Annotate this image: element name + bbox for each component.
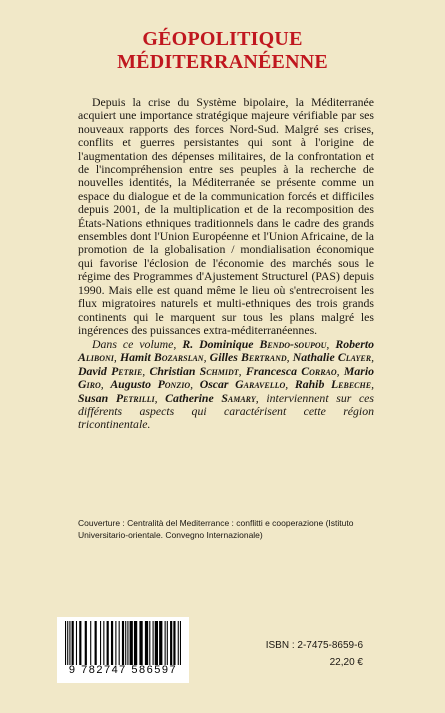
contributor-name: Oscar Garavello bbox=[199, 377, 286, 392]
contributor-name: Catherine Samary bbox=[165, 390, 256, 405]
barcode-bar bbox=[111, 621, 113, 665]
barcode-bar bbox=[95, 621, 97, 665]
cover-credit: Couverture : Centralità del Mediterrance : conflitti e cooperazione (Istituto Universitario-orientale. Convegno Internazionale) bbox=[78, 518, 354, 540]
barcode-bar bbox=[155, 621, 158, 665]
contributor-name: Roberto Aliboni bbox=[78, 337, 375, 365]
isbn-label: ISBN : 2-7475-8659-6 bbox=[265, 640, 363, 651]
contributors-names: R. Dominique Bendo-soupou, Roberto Aliboni, Hamit Bozarslan, Gilles Bertrand, Nathalie Clayer, David Petrie, Christian Schmidt, Francesca Corrao, Mario Giro, Augusto Ponzio, Oscar Garavello, Rahib Lebeche, Susan Petrilli, Catherine Samary, bbox=[78, 337, 375, 405]
barcode-bar bbox=[165, 621, 166, 665]
barcode-bar bbox=[119, 621, 120, 665]
barcode-bar bbox=[100, 621, 101, 665]
contributors-paragraph bbox=[78, 338, 374, 432]
barcode-bar bbox=[170, 621, 172, 665]
contributor-name: Christian Schmidt bbox=[149, 363, 239, 378]
contributor-name: Augusto Ponzio bbox=[110, 377, 191, 392]
barcode-bar bbox=[127, 621, 128, 665]
contributor-name: Francesca Corrao bbox=[245, 363, 337, 378]
contributor-name: Susan Petrilli bbox=[78, 390, 155, 405]
contributor-name: David Petrie bbox=[78, 363, 143, 378]
barcode-bar bbox=[69, 621, 70, 665]
barcode-bar bbox=[173, 621, 175, 665]
barcode-bar bbox=[149, 621, 150, 665]
contributors-intro: Dans ce volume, bbox=[92, 337, 177, 351]
price-label: 22,20 € bbox=[329, 657, 363, 668]
contributor-name: Rahib Lebeche bbox=[294, 377, 372, 392]
book-title-line-2: MÉDITERRANÉENNE bbox=[117, 51, 328, 73]
book-summary: Depuis la crise du Système bipolaire, la Méditerranée acquiert une importance stratégique majeure vérifiable par ses nouveaux rapports des forces Nord-Sud. Malgré ses crises, conflits et guerres persistantes qui sont à l'origine de l'augmentation des dépenses militaires, de la confrontation et de l'incompréhension entre ses peuples à la recherche de nouvelles identités, la Méditerranée se présente comme un espace du dialogue et de la communication forcés et difficiles depuis 2001, de la multiplication et de la recomposition des États-Nations ethniques traditionnels dans le cadre des grands ensembles dont l'Union Européenne et l'Union Africaine, de la promotion de la globalisation / mondialisation économique qui favorise l'éclosion de l'économie des marchés sous le régime des Programmes d'Ajustement Structurel (PAS) depuis 1990. Mais elle est quand même le lieu où s'entrecroisent les flux migratoires naturels et multi-ethniques des trois grands continents qui le marquent sur tous les plans malgré les ingérences des puissances extra-méditerranéennes. bbox=[78, 95, 374, 337]
barcode-bar bbox=[72, 621, 74, 665]
barcode-bar bbox=[67, 621, 68, 665]
barcode-bar bbox=[79, 621, 81, 665]
contributor-name: Mario Giro bbox=[78, 363, 375, 392]
barcode-bar bbox=[145, 621, 148, 665]
barcode-bar bbox=[122, 621, 124, 665]
barcode-bar bbox=[103, 621, 104, 665]
barcode-bar bbox=[115, 621, 116, 665]
contributor-name: Gilles Bertrand bbox=[209, 350, 287, 365]
barcode-bar bbox=[107, 621, 109, 665]
barcode-bar bbox=[134, 621, 137, 665]
barcode-bar bbox=[130, 621, 133, 665]
barcode-bars bbox=[63, 621, 183, 665]
barcode-bar bbox=[125, 621, 126, 665]
barcode-bar bbox=[178, 621, 179, 665]
contributor-name: R. Dominique Bendo-soupou bbox=[182, 337, 327, 351]
barcode-bar bbox=[167, 621, 168, 665]
barcode-bar bbox=[153, 621, 154, 665]
barcode bbox=[57, 617, 189, 683]
barcode-bar bbox=[139, 621, 142, 665]
barcode-bar bbox=[159, 621, 162, 665]
contributors-outro: interviennent sur ces différents aspects qui caractérisent cette région tricontinentale. bbox=[78, 390, 375, 432]
barcode-number: 9 782747 586597 bbox=[68, 664, 178, 676]
book-title-line-1: GÉOPOLITIQUE bbox=[142, 28, 303, 50]
contributor-name: Nathalie Clayer bbox=[292, 350, 372, 365]
barcode-bar bbox=[180, 621, 181, 665]
barcode-bar bbox=[76, 621, 77, 665]
contributor-name: Hamit Bozarslan bbox=[119, 350, 204, 365]
barcode-bar bbox=[65, 621, 66, 665]
barcode-bar bbox=[85, 621, 87, 665]
barcode-bar bbox=[90, 621, 91, 665]
